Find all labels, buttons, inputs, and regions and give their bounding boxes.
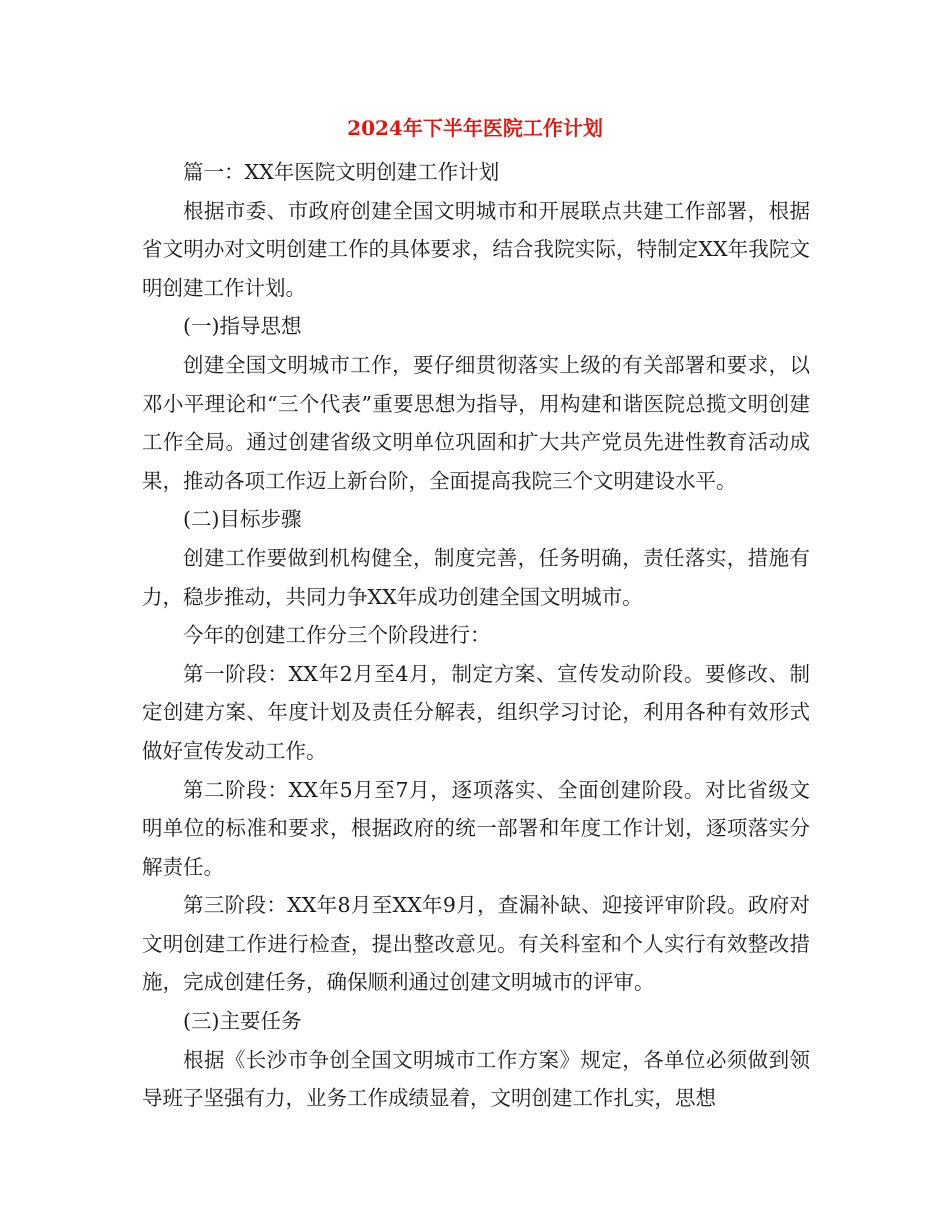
subsection-heading: (二)目标步骤 [183, 507, 302, 532]
subsection-heading: (一)指导思想 [183, 314, 302, 339]
body-paragraph: 今年的创建工作分三个阶段进行： [183, 623, 491, 648]
body-paragraph: 创建工作要做到机构健全，制度完善，任务明确，责任落实，措施有力，稳步推动，共同力争XX年成功创建全国文明城市。 [142, 545, 810, 609]
body-paragraph: 根据市委、市政府创建全国文明城市和开展联点共建工作部署，根据省文明办对文明创建工作的具体要求，结合我院实际，特制定XX年我院文明创建工作计划。 [142, 198, 810, 300]
document-body [142, 153, 810, 1118]
body-paragraph: 第一阶段：XX年2月至4月，制定方案、宣传发动阶段。要修改、制定创建方案、年度计划及责任分解表，组织学习讨论，利用各种有效形式做好宣传发动工作。 [142, 661, 810, 763]
subsection-heading: (三)主要任务 [183, 1009, 302, 1034]
body-paragraph: 根据《长沙市争创全国文明城市工作方案》规定，各单位必须做到领导班子坚强有力，业务工作成绩显着，文明创建工作扎实，思想 [142, 1047, 810, 1111]
section-heading: 篇一：XX年医院文明创建工作计划 [183, 160, 500, 184]
body-paragraph: 创建全国文明城市工作，要仔细贯彻落实上级的有关部署和要求，以邓小平理论和“三个代表”重要思想为指导，用构建和谐医院总揽文明创建工作全局。通过创建省级文明单位巩固和扩大共产党员先进性教育活动成果，推动各项工作迈上新台阶，全面提高我院三个文明建设水平。 [142, 352, 810, 493]
document-title: 2024年下半年医院工作计划 [347, 116, 603, 140]
body-paragraph: 第三阶段：XX年8月至XX年9月，查漏补缺、迎接评审阶段。政府对文明创建工作进行检查，提出整改意见。有关科室和个人实行有效整改措施，完成创建任务，确保顺利通过创建文明城市的评审。 [142, 893, 810, 995]
body-paragraph: 第二阶段：XX年5月至7月，逐项落实、全面创建阶段。对比省级文明单位的标准和要求，根据政府的统一部署和年度工作计划，逐项落实分解责任。 [142, 777, 810, 879]
